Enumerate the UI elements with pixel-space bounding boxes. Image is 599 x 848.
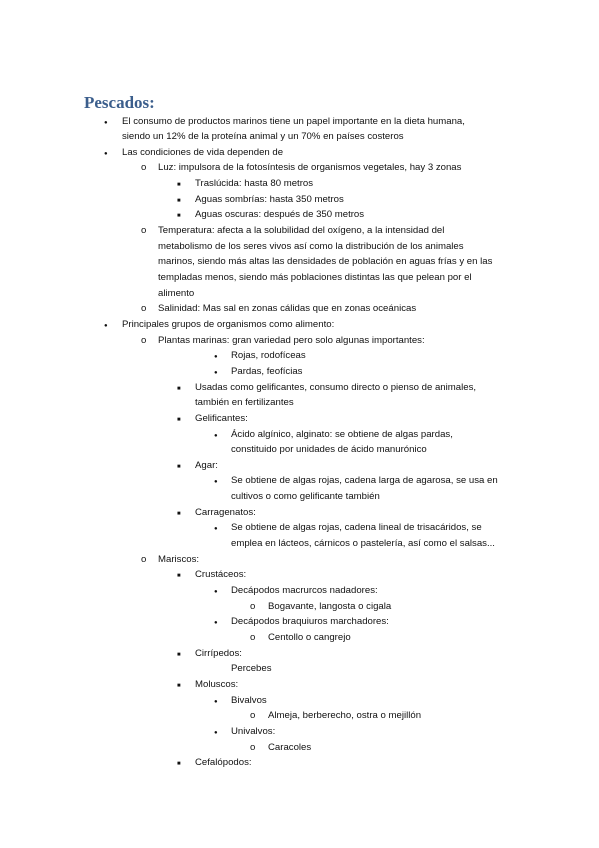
outline-line-level-5: Bogavante, langosta o cigala xyxy=(268,600,392,612)
bullet-marker xyxy=(177,677,181,695)
bullet-marker xyxy=(104,114,108,132)
outline-line-level-3: Gelificantes: xyxy=(195,412,248,424)
outline-line-level-4: cultivos o como gelificante también xyxy=(231,491,380,503)
outline-line-level-4: Se obtiene de algas rojas, cadena larga de agarosa, se usa en xyxy=(231,475,498,487)
outline-line-level-4: Univalvos: xyxy=(231,725,276,737)
outline-line-level-4: Rojas, rodofíceas xyxy=(231,350,306,362)
outline-line-level-4: Se obtiene de algas rojas, cadena lineal de trisacáridos, se xyxy=(231,522,482,534)
bullet-marker xyxy=(250,630,255,646)
outline-line-level-2: Plantas marinas: gran variedad pero solo algunas importantes: xyxy=(158,334,425,346)
bullet-marker xyxy=(141,552,146,568)
bullet-marker xyxy=(177,380,181,398)
outline-line-level-3: Cefalópodos: xyxy=(195,757,252,769)
bullet-marker xyxy=(177,411,181,429)
outline-line-level-5: Almeja, berberecho, ostra o mejillón xyxy=(268,710,422,722)
outline-line-level-2: Mariscos: xyxy=(158,553,200,565)
outline-line-level-2: marinos, siendo más altas las densidades de población en aguas frías y en las xyxy=(158,256,493,268)
bullet-marker xyxy=(177,755,181,773)
bullet-marker xyxy=(214,693,218,711)
outline-line-level-4: Decápodos braquiuros marchadores: xyxy=(231,616,389,628)
outline-line-level-2: Temperatura: afecta a la solubilidad del oxígeno, a la intensidad del xyxy=(158,225,445,237)
bullet-marker xyxy=(141,160,146,176)
outline-line-level-3: Usadas como gelificantes, consumo directo o pienso de animales, xyxy=(195,381,477,393)
bullet-marker xyxy=(214,583,218,601)
bullet-marker xyxy=(177,458,181,476)
bullet-marker xyxy=(141,223,146,239)
bullet-marker xyxy=(214,614,218,632)
outline-line-level-3: Traslúcida: hasta 80 metros xyxy=(195,178,314,190)
bullet-marker xyxy=(214,520,218,538)
outline-line-level-3: Aguas sombrías: hasta 350 metros xyxy=(195,193,344,205)
outline-line-level-2: templadas menos, siendo más poblaciones distintas las que pelean por el xyxy=(158,272,472,283)
bullet-marker xyxy=(214,427,218,445)
bullet-marker xyxy=(141,333,146,349)
outline-line-level-1: Las condiciones de vida dependen de xyxy=(122,146,284,158)
outline-line-level-4: Pardas, feofícias xyxy=(231,365,303,377)
outline-line-level-3: también en fertilizantes xyxy=(195,397,294,409)
outline-line-level-4: Decápodos macrurcos nadadores: xyxy=(231,585,378,596)
outline-line-level-3: Cirrípedos: xyxy=(195,647,242,659)
outline-line-level-4: emplea en lácteos, cárnicos o pastelería, así como el salsas... xyxy=(231,538,495,550)
outline-line-level-5: Caracoles xyxy=(268,741,312,753)
bullet-marker xyxy=(177,646,181,664)
outline-line-level-2: Luz: impulsora de la fotosíntesis de organismos vegetales, hay 3 zonas xyxy=(158,162,462,174)
outline-line-level-1: El consumo de productos marinos tiene un papel importante en la dieta humana, xyxy=(122,115,465,127)
bullet-marker xyxy=(104,145,108,163)
outline-line-level-4: constituido por unidades de ácido manurónico xyxy=(231,444,427,456)
bullet-marker xyxy=(177,567,181,585)
outline-line-level-4: Bivalvos xyxy=(231,694,267,706)
page-title: Pescados: xyxy=(84,93,155,112)
outline-line-level-4: Ácido algínico, alginato: se obtiene de algas pardas, xyxy=(231,428,453,440)
bullet-marker xyxy=(250,740,255,756)
bullet-marker xyxy=(214,473,218,491)
bullet-marker xyxy=(214,724,218,742)
bullet-marker xyxy=(141,301,146,317)
outline-line-level-2: alimento xyxy=(158,287,195,299)
bullet-marker xyxy=(104,317,108,335)
bullet-marker xyxy=(177,505,181,523)
bullet-marker xyxy=(250,708,255,724)
outline-line-level-3: Carragenatos: xyxy=(195,506,256,518)
outline-line-level-5: Centollo o cangrejo xyxy=(268,631,351,643)
outline-line-level-3: Agar: xyxy=(195,459,218,471)
outline-line-level-3: Moluscos: xyxy=(195,678,239,690)
outline-line-level-4: Percebes xyxy=(231,663,272,675)
outline-line-level-3: Aguas oscuras: después de 350 metros xyxy=(195,209,365,221)
outline-line-level-1: siendo un 12% de la proteína animal y un 70% en países costeros xyxy=(122,131,404,143)
outline-line-level-1: Principales grupos de organismos como alimento: xyxy=(122,318,335,330)
outline-line-level-2: metabolismo de los seres vivos así como la distribución de los animales xyxy=(158,240,464,252)
bullet-marker xyxy=(250,599,255,615)
outline-line-level-2: Salinidad: Mas sal en zonas cálidas que en zonas oceánicas xyxy=(158,303,417,315)
outline-line-level-3: Crustáceos: xyxy=(195,569,247,581)
